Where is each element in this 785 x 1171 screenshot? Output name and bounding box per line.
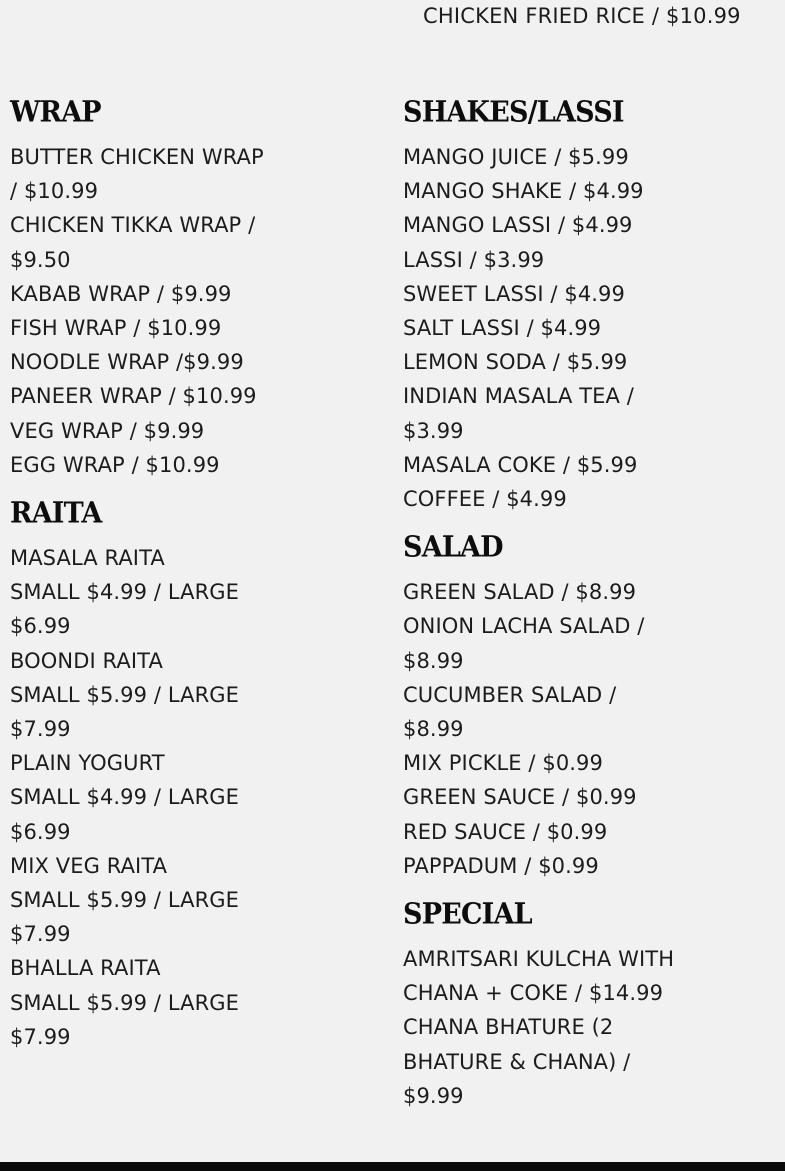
wrap-section — [10, 95, 310, 482]
section-title-wrap: WRAP — [10, 95, 101, 130]
menu-line: $9.99 — [403, 1083, 464, 1108]
menu-line: FISH WRAP / $10.99 — [10, 316, 222, 341]
menu-line: CUCUMBER SALAD / — [403, 682, 617, 707]
shakes-lassi-section — [403, 95, 703, 516]
menu-line: / $10.99 — [10, 179, 99, 204]
menu-line: BOONDI RAITA — [10, 648, 163, 673]
section-title-shakes-lassi: SHAKES/LASSI — [403, 95, 624, 130]
menu-line: GREEN SAUCE / $0.99 — [403, 785, 637, 810]
menu-line: CHICKEN TIKKA WRAP / — [10, 213, 256, 238]
right-menu-column — [403, 95, 703, 1127]
menu-line: ONION LACHA SALAD / — [403, 614, 645, 639]
menu-line: PANEER WRAP / $10.99 — [10, 384, 257, 409]
menu-line: MIX PICKLE / $0.99 — [403, 751, 603, 776]
menu-line: MANGO LASSI / $4.99 — [403, 213, 633, 238]
menu-line: INDIAN MASALA TEA / — [403, 384, 634, 409]
menu-line: MANGO JUICE / $5.99 — [403, 145, 629, 169]
menu-line: VEG WRAP / $9.99 — [10, 418, 205, 443]
menu-line: CHANA BHATURE (2 — [403, 1015, 614, 1040]
menu-line: MASALA COKE / $5.99 — [403, 452, 638, 477]
menu-line: MIX VEG RAITA — [10, 853, 168, 878]
menu-line: PLAIN YOGURT — [10, 751, 165, 776]
menu-line: SMALL $4.99 / LARGE — [10, 785, 240, 810]
menu-line: $7.99 — [10, 717, 71, 742]
menu-line: NOODLE WRAP /$9.99 — [10, 350, 244, 375]
menu-line: LASSI / $3.99 — [403, 247, 545, 272]
menu-line: $8.99 — [403, 717, 464, 742]
menu-line: RED SAUCE / $0.99 — [403, 819, 608, 844]
menu-line: BHALLA RAITA — [10, 956, 161, 981]
menu-line: SMALL $5.99 / LARGE — [10, 682, 240, 707]
section-title-salad: SALAD — [403, 530, 503, 565]
menu-line: $8.99 — [403, 648, 464, 673]
top-menu-item: CHICKEN FRIED RICE / $10.99 — [423, 4, 741, 28]
menu-line: SWEET LASSI / $4.99 — [403, 281, 625, 306]
menu-line: $7.99 — [10, 922, 71, 947]
menu-line: PAPPADUM / $0.99 — [403, 853, 599, 878]
section-title-raita: RAITA — [10, 496, 102, 531]
menu-line: CHANA + COKE / $14.99 — [403, 981, 664, 1006]
menu-line: $7.99 — [10, 1024, 71, 1049]
menu-line: $6.99 — [10, 614, 71, 639]
menu-line: EGG WRAP / $10.99 — [10, 452, 220, 477]
menu-line: MANGO SHAKE / $4.99 — [403, 179, 644, 204]
menu-line: LEMON SODA / $5.99 — [403, 350, 628, 375]
menu-line: AMRITSARI KULCHA WITH — [403, 947, 675, 972]
menu-line: GREEN SALAD / $8.99 — [403, 580, 637, 605]
menu-line: $3.99 — [403, 418, 464, 443]
menu-line: SMALL $4.99 / LARGE — [10, 580, 240, 605]
menu-line: BHATURE & CHANA) / — [403, 1049, 631, 1074]
special-section — [403, 897, 703, 1113]
menu-line: $6.99 — [10, 819, 71, 844]
menu-line: KABAB WRAP / $9.99 — [10, 281, 232, 306]
menu-line: MASALA RAITA — [10, 546, 165, 571]
left-menu-column — [10, 95, 310, 1068]
menu-line: COFFEE / $4.99 — [403, 487, 567, 512]
menu-line: SALT LASSI / $4.99 — [403, 316, 602, 341]
menu-line: SMALL $5.99 / LARGE — [10, 888, 240, 913]
menu-line: $9.50 — [10, 247, 71, 272]
menu-line: BUTTER CHICKEN WRAP — [10, 145, 264, 169]
bottom-divider-bar — [0, 1162, 785, 1171]
salad-section — [403, 530, 703, 883]
raita-section — [10, 496, 310, 1054]
menu-line: SMALL $5.99 / LARGE — [10, 990, 240, 1015]
section-title-special: SPECIAL — [403, 897, 532, 932]
